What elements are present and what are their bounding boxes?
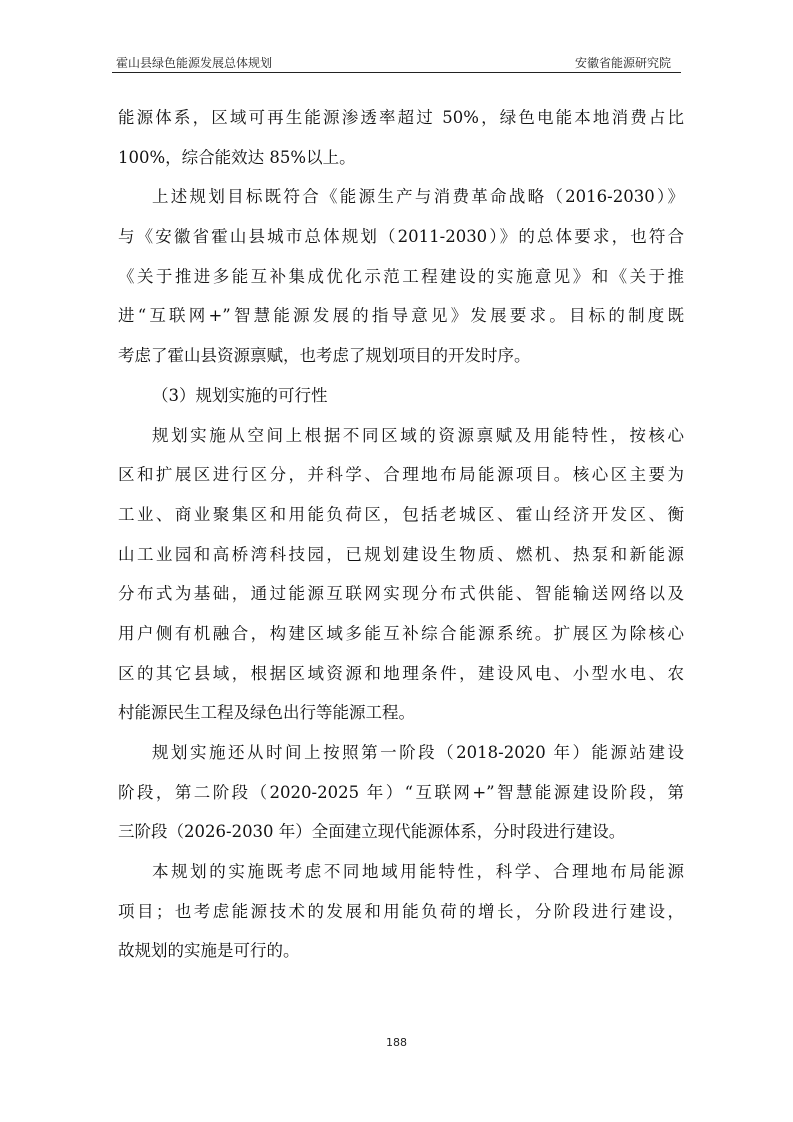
paragraph-line: 能源体系，区域可再生能源渗透率超过 50%，绿色电能本地消费占比 <box>118 108 684 127</box>
paragraph-line: 区的其它县域，根据区域资源和地理条件，建设风电、小型水电、农 <box>118 663 684 683</box>
paragraph-line: 村能源民生工程及绿色出行等能源工程。 <box>118 703 415 723</box>
page-header <box>112 50 681 73</box>
paragraph-line: 分布式为基础，通过能源互联网实现分布式供能、智能输送网络以及 <box>118 584 684 604</box>
paragraph-line: 进“互联网+”智慧能源发展的指导意见》发展要求。目标的制度既 <box>118 306 684 326</box>
paragraph-line: 三阶段（2026-2030 年）全面建立现代能源体系，分时段进行建设。 <box>118 822 626 842</box>
paragraph-line: 上述规划目标既符合《能源生产与消费革命战略（2016-2030）》 <box>152 187 684 207</box>
body-text <box>118 98 684 971</box>
paragraph-line: 故规划的实施是可行的。 <box>118 941 300 961</box>
paragraph-line: 项目；也考虑能源技术的发展和用能负荷的增长，分阶段进行建设， <box>118 901 684 921</box>
paragraph-line: 规划实施还从时间上按照第一阶段（2018-2020 年）能源站建设 <box>152 743 684 762</box>
paragraph-line: 规划实施从空间上根据不同区域的资源禀赋及用能特性，按核心 <box>152 425 684 445</box>
paragraph-line: 100%，综合能效达 85%以上。 <box>118 147 356 167</box>
paragraph-line: 山工业园和高桥湾科技园，已规划建设生物质、燃机、热泵和新能源 <box>118 544 684 564</box>
paragraph-line: 用户侧有机融合，构建区域多能互补综合能源系统。扩展区为除核心 <box>118 623 684 643</box>
paragraph-line: 区和扩展区进行区分，并科学、合理地布局能源项目。核心区主要为 <box>118 465 684 485</box>
header-document-title: 霍山县绿色能源发展总体规划 <box>116 56 273 70</box>
header-organization: 安徽省能源研究院 <box>574 56 671 70</box>
paragraph-line: 工业、商业聚集区和用能负荷区，包括老城区、霍山经济开发区、衡 <box>118 504 684 524</box>
section-subheading: （3）规划实施的可行性 <box>152 385 328 405</box>
page-number: 188 <box>386 1036 407 1049</box>
paragraph-line: 与《安徽省霍山县城市总体规划（2011-2030）》的总体要求，也符合 <box>118 227 684 247</box>
paragraph-line: 阶段，第二阶段（2020-2025 年）“互联网+”智慧能源建设阶段，第 <box>118 782 684 802</box>
paragraph-line: 考虑了霍山县资源禀赋，也考虑了规划项目的开发时序。 <box>118 346 531 366</box>
paragraph-line: 本规划的实施既考虑不同地域用能特性，科学、合理地布局能源 <box>152 862 684 882</box>
paragraph-line: 《关于推进多能互补集成优化示范工程建设的实施意见》和《关于推 <box>118 266 684 286</box>
